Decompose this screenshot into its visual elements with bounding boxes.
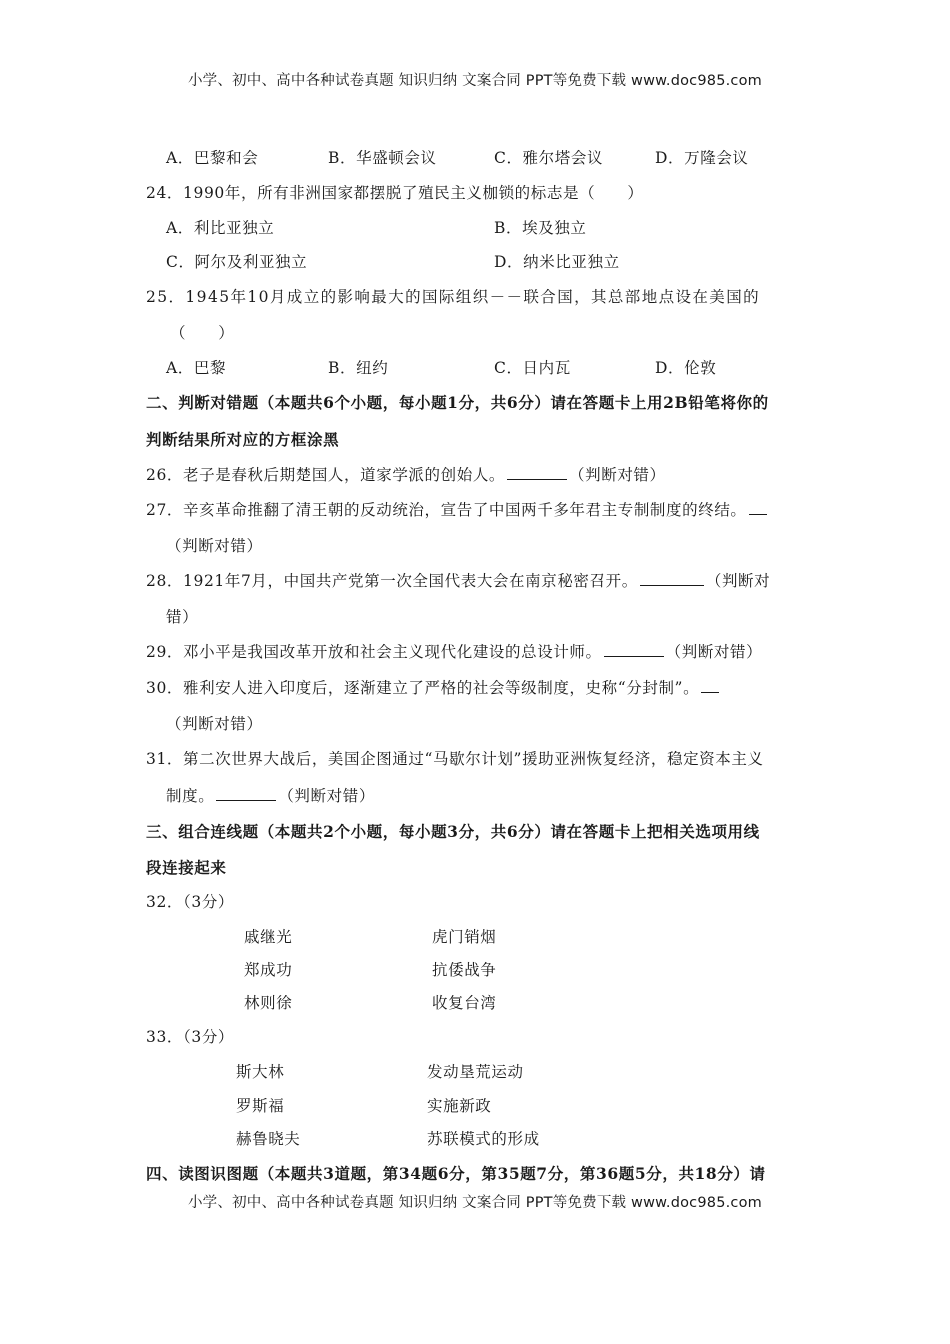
answer-blank[interactable] [216, 786, 276, 801]
q28-continued: 错） [166, 608, 199, 626]
q24-option-b: B．埃及独立 [494, 219, 587, 237]
q33-left-item[interactable]: 罗斯福 [236, 1097, 285, 1115]
q32-label: 32．（3分） [146, 893, 235, 911]
section2-heading-continued: 判断结果所对应的方框涂黑 [146, 430, 340, 449]
q33-right-item[interactable]: 苏联模式的形成 [427, 1130, 540, 1148]
q28 [146, 569, 770, 591]
section4-heading: 四、读图识图题（本题共3道题，第34题6分，第35题7分，第36题5分，共18分）请 [146, 1164, 766, 1183]
q23-option-a: A．巴黎和会 [166, 149, 259, 167]
q29-text: 29．邓小平是我国改革开放和社会主义现代化建设的总设计师。 [146, 643, 602, 661]
q32-left-item[interactable]: 郑成功 [244, 961, 293, 979]
page-footer: 小学、初中、高中各种试卷真题 知识归纳 文案合同 PPT等免费下载 www.doc985.com [187, 1195, 763, 1211]
q26-text: 26．老子是春秋后期楚国人，道家学派的创始人。 [146, 466, 506, 484]
section3-heading-continued: 段连接起来 [146, 858, 227, 877]
q28-text: 28．1921年7月，中国共产党第一次全国代表大会在南京秘密召开。 [146, 572, 638, 590]
q24-option-d: D．纳米比亚独立 [494, 253, 620, 271]
q25-stem-continued: （ ） [170, 324, 235, 342]
q24-option-a: A．利比亚独立 [166, 219, 275, 237]
q25-option-d: D．伦敦 [655, 359, 717, 377]
q32-left-item[interactable]: 戚继光 [244, 928, 293, 946]
q29 [146, 640, 762, 662]
q24-stem: 24．1990年，所有非洲国家都摆脱了殖民主义枷锁的标志是（ ） [146, 184, 644, 202]
q25-option-a: A．巴黎 [166, 359, 227, 377]
q32-right-item[interactable]: 抗倭战争 [432, 961, 497, 979]
q31-cont-text: 制度。 [166, 787, 215, 805]
answer-blank[interactable] [604, 642, 664, 657]
q30-text: 30．雅利安人进入印度后，逐渐建立了严格的社会等级制度，史称“分封制”。 [146, 679, 700, 697]
q31-continued [166, 784, 375, 806]
q29-suffix: （判断对错） [665, 643, 763, 661]
q33-label: 33．（3分） [146, 1028, 235, 1046]
q26-suffix: （判断对错） [569, 466, 666, 484]
q32-left-item[interactable]: 林则徐 [244, 994, 293, 1012]
q31-text: 31．第二次世界大战后，美国企图通过“马歇尔计划”援助亚洲恢复经济，稳定资本主义 [146, 750, 764, 768]
q23-option-c: C．雅尔塔会议 [494, 149, 604, 167]
q25-option-c: C．日内瓦 [494, 359, 571, 377]
q28-suffix: （判断对 [705, 572, 771, 590]
q25-stem: 25．1945年10月成立的影响最大的国际组织－－联合国，其总部地点设在美国的 [146, 288, 760, 306]
page-header: 小学、初中、高中各种试卷真题 知识归纳 文案合同 PPT等免费下载 www.doc985.com [187, 73, 763, 89]
q27-text: 27．辛亥革命推翻了清王朝的反动统治，宣告了中国两千多年君主专制制度的终结。 [146, 501, 747, 519]
q33-left-item[interactable]: 赫鲁晓夫 [236, 1130, 301, 1148]
q23-option-d: D．万隆会议 [655, 149, 749, 167]
q23-option-b: B．华盛顿会议 [328, 149, 437, 167]
q33-left-item[interactable]: 斯大林 [236, 1063, 285, 1081]
q27-continued: （判断对错） [166, 537, 263, 555]
q26 [146, 463, 666, 485]
q31-suffix: （判断对错） [278, 787, 375, 805]
answer-blank[interactable] [701, 678, 719, 693]
q27 [146, 498, 769, 520]
section2-heading: 二、判断对错题（本题共6个小题，每小题1分，共6分）请在答题卡上用2B铅笔将你的 [146, 393, 769, 412]
answer-blank[interactable] [640, 571, 704, 586]
answer-blank[interactable] [749, 500, 767, 515]
section3-heading: 三、组合连线题（本题共2个小题，每小题3分，共6分）请在答题卡上把相关选项用线 [146, 822, 760, 841]
answer-blank[interactable] [507, 465, 567, 480]
q30 [146, 676, 721, 698]
q32-right-item[interactable]: 虎门销烟 [432, 928, 497, 946]
q24-option-c: C．阿尔及利亚独立 [166, 253, 308, 271]
q33-right-item[interactable]: 发动垦荒运动 [427, 1063, 524, 1081]
q25-option-b: B．纽约 [328, 359, 389, 377]
q30-continued: （判断对错） [166, 715, 263, 733]
q32-right-item[interactable]: 收复台湾 [432, 994, 497, 1012]
q33-right-item[interactable]: 实施新政 [427, 1097, 492, 1115]
